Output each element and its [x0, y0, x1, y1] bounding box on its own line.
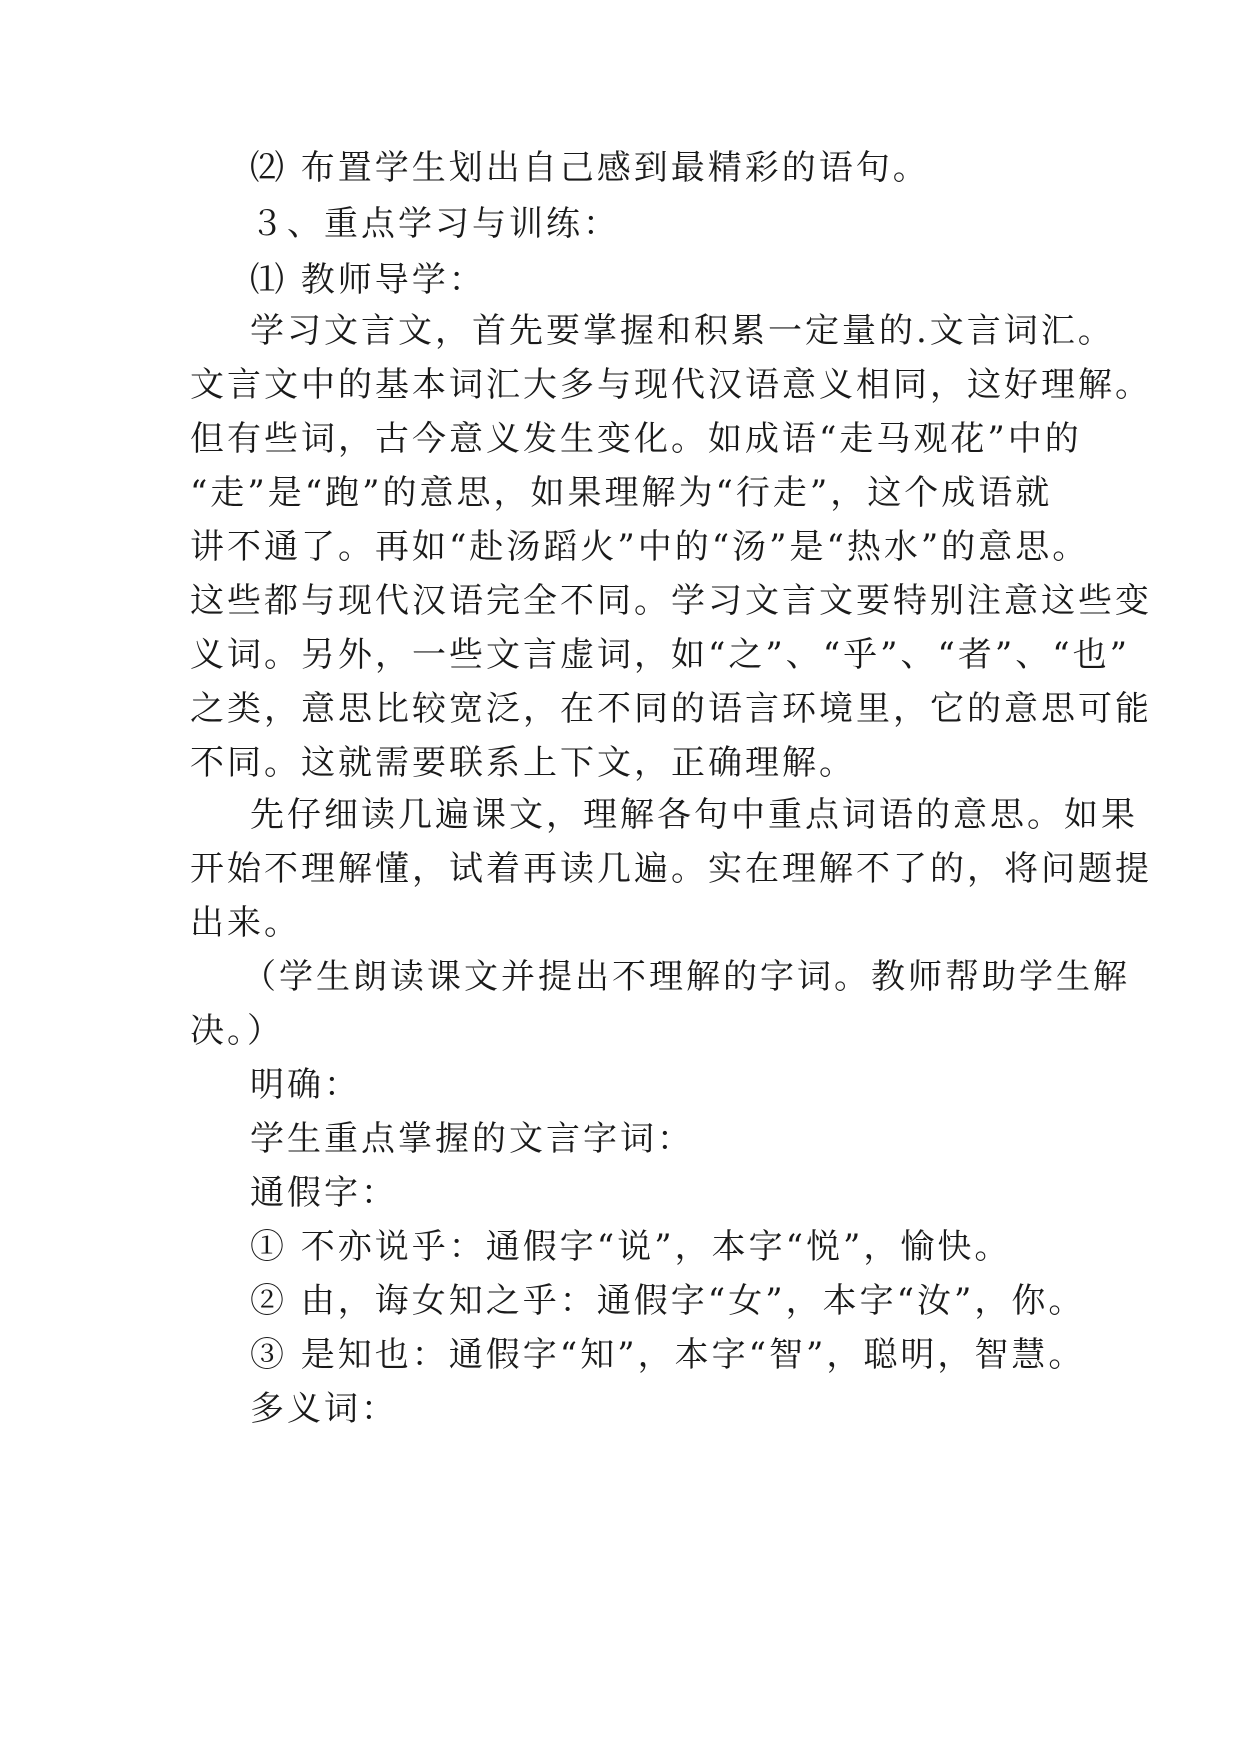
- paragraph-line: 之类，意思比较宽泛，在不同的语言环境里，它的意思可能: [190, 689, 1152, 729]
- paragraph-line: 出来。: [190, 903, 301, 943]
- clarify-label: 明确：: [250, 1065, 361, 1105]
- paragraph-line: 学习文言文，首先要掌握和积累一定量的.文言词汇。: [250, 311, 1115, 351]
- paragraph-line: 开始不理解懂，试着再读几遍。实在理解不了的，将问题提: [190, 849, 1152, 889]
- paragraph-line: 文言文中的基本词汇大多与现代汉语意义相同，这好理解。: [190, 365, 1152, 405]
- polysemy-heading: 多义词：: [250, 1389, 398, 1429]
- paragraph-line: 义词。另外，一些文言虚词，如“之”、“乎”、“者”、“也”: [190, 635, 1131, 675]
- section-heading-3: ３、重点学习与训练：: [250, 204, 620, 244]
- paragraph-line: 这些都与现代汉语完全不同。学习文言文要特别注意这些变: [190, 581, 1152, 621]
- key-words-heading: 学生重点掌握的文言字词：: [250, 1119, 694, 1159]
- paragraph-line: 决。）: [190, 1011, 284, 1051]
- list-item: ③ 是知也：通假字“知”，本字“智”，聪明，智慧。: [250, 1335, 1086, 1375]
- paragraph-line: （学生朗读课文并提出不理解的字词。教师帮助学生解: [242, 957, 1130, 997]
- list-item: ① 不亦说乎：通假字“说”，本字“悦”，愉快。: [250, 1227, 1012, 1267]
- paragraph-line: 先仔细读几遍课文，理解各句中重点词语的意思。如果: [250, 795, 1138, 835]
- list-item-2: ⑵ 布置学生划出自己感到最精彩的语句。: [250, 148, 930, 188]
- subheading-teacher-guide: ⑴ 教师导学：: [250, 260, 486, 300]
- paragraph-line: 讲不通了。再如“赴汤蹈火”中的“汤”是“热水”的意思。: [190, 527, 1090, 567]
- loan-characters-heading: 通假字：: [250, 1173, 398, 1213]
- paragraph-line: 但有些词，古今意义发生变化。如成语“走马观花”中的: [190, 419, 1082, 459]
- list-item: ② 由，诲女知之乎：通假字“女”，本字“汝”，你。: [250, 1281, 1086, 1321]
- paragraph-line: “走”是“跑”的意思，如果理解为“行走”，这个成语就: [190, 473, 1053, 513]
- paragraph-line: 不同。这就需要联系上下文，正确理解。: [190, 743, 856, 783]
